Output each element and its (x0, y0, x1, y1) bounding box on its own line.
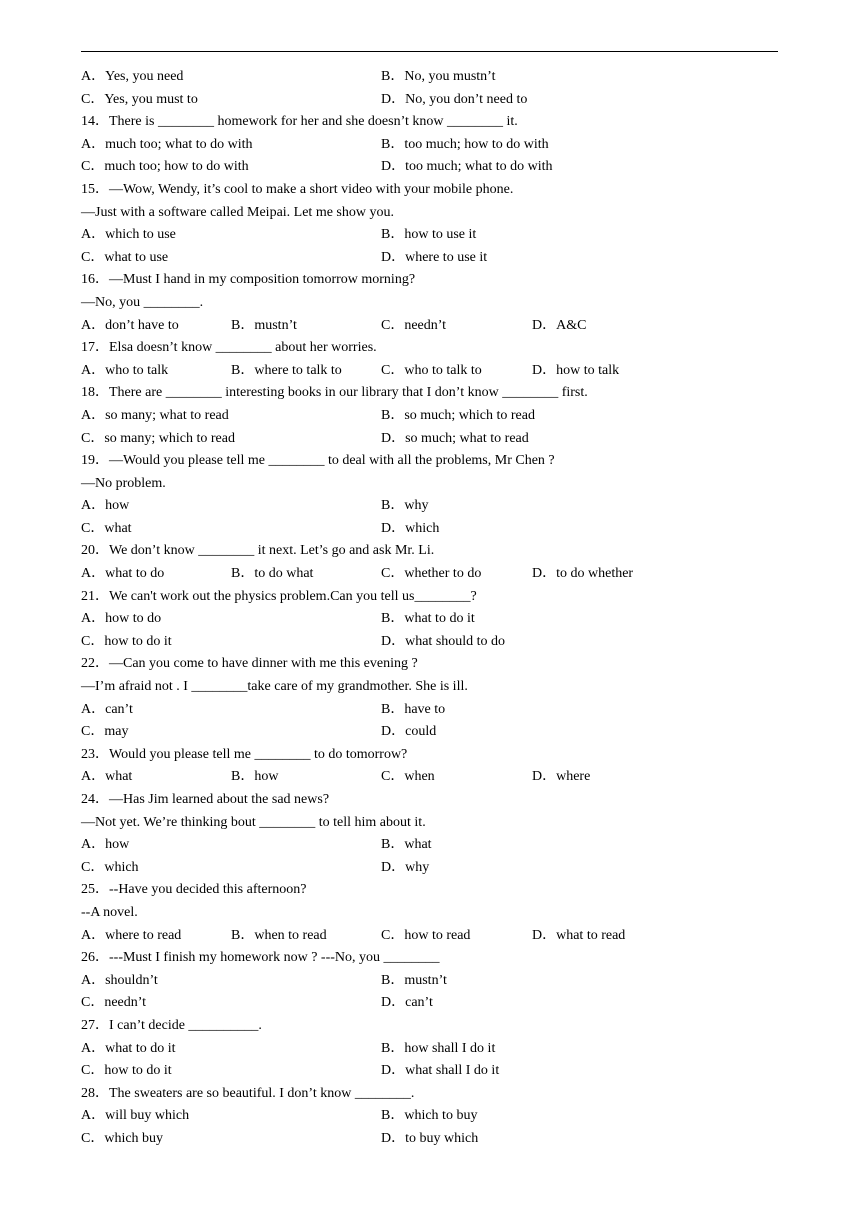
options-row (81, 518, 781, 541)
answer-option: D．A&C (532, 317, 587, 333)
answer-option: A．shouldn’t (81, 972, 158, 988)
answer-option: A．don’t have to (81, 317, 179, 333)
answer-option: A．much too; what to do with (81, 136, 253, 152)
question-text-line: 14．There is ________ homework for her and she doesn’t know ________ it. (81, 114, 518, 130)
options-row (81, 247, 781, 270)
answer-option: D．where (532, 769, 591, 785)
answer-option: A．how (81, 498, 130, 514)
question-text-line: 24．—Has Jim learned about the sad news? (81, 792, 330, 807)
answer-option: B．mustn’t (231, 317, 297, 333)
question-text-line: 21．We can't work out the physics problem.Can you tell us________? (81, 588, 477, 604)
answer-option: C．how to read (381, 927, 471, 943)
question-text-line: —Just with a software called Meipai. Let me show you. (81, 204, 394, 220)
question-text-line: 26．---Must I finish my homework now ? ---No, you ________ (81, 950, 440, 966)
options-row (81, 699, 781, 722)
question-text-line: 18．There are ________ interesting books in our library that I don’t know ________ first. (81, 385, 588, 401)
answer-option: B．mustn’t (381, 972, 447, 988)
answer-option: B．to do what (231, 566, 314, 582)
question-text-line: 19．—Would you please tell me ________ to deal with all the problems, Mr Chen ? (81, 453, 555, 469)
answer-option: C．may (81, 724, 129, 740)
options-row (81, 563, 781, 586)
question-text-line: 23．Would you please tell me ________ to do tomorrow? (81, 746, 408, 762)
answer-option: C．Yes, you must to (81, 91, 198, 107)
answer-option: A．how to do (81, 611, 162, 627)
options-row (81, 721, 781, 744)
options-row (81, 857, 781, 880)
answer-option: C．needn’t (81, 995, 147, 1011)
answer-option: C．when (381, 769, 435, 785)
answer-option: A．can’t (81, 701, 133, 717)
question-text-line: —I’m afraid not . I ________take care of my grandmother. She is ill. (81, 679, 468, 695)
answer-option: A．Yes, you need (81, 69, 184, 84)
answer-option: D．how to talk (532, 362, 620, 378)
options-row (81, 970, 781, 993)
answer-option: A．what to do (81, 566, 165, 582)
answer-option: A．which to use (81, 227, 176, 243)
answer-option: C．so many; which to read (81, 430, 235, 446)
question-text-line: 22．—Can you come to have dinner with me this evening ? (81, 656, 418, 672)
question-text-line: 27．I can’t decide __________. (81, 1017, 262, 1033)
answer-option: D．No, you don’t need to (381, 91, 528, 107)
answer-option: B．how shall I do it (381, 1040, 496, 1056)
answer-option: C．much too; how to do with (81, 159, 249, 175)
answer-option: B．No, you mustn’t (381, 69, 496, 84)
options-row (81, 315, 781, 338)
question-text-line: --A novel. (81, 904, 138, 920)
answer-option: D．what shall I do it (381, 1063, 500, 1079)
answer-option: D．so much; what to read (381, 430, 529, 446)
answer-option: A．how (81, 837, 130, 853)
header-rule (81, 51, 778, 52)
question-text-line: —No, you ________. (81, 294, 204, 310)
options-row (81, 405, 781, 428)
question-text-line: —No problem. (81, 475, 166, 491)
answer-option: D．which (381, 520, 440, 536)
answer-option: B．so much; which to read (381, 407, 535, 423)
options-row (81, 608, 781, 631)
question-text-line: —Not yet. We’re thinking bout ________ to tell him about it. (81, 814, 426, 830)
answer-option: B．how (231, 769, 279, 785)
question-list (81, 66, 781, 1151)
answer-option: B．what to do it (381, 611, 475, 627)
answer-option: B．when to read (231, 927, 327, 943)
options-row (81, 1060, 781, 1083)
answer-option: A．where to read (81, 927, 182, 943)
answer-option: A．what to do it (81, 1040, 176, 1056)
answer-option: D．to do whether (532, 566, 634, 582)
answer-option: D．what should to do (381, 633, 506, 649)
answer-option: A．so many; what to read (81, 407, 229, 423)
options-row (81, 156, 781, 179)
answer-option: D．to buy which (381, 1130, 479, 1146)
answer-option: C．needn’t (381, 317, 447, 333)
answer-option: D．could (381, 724, 437, 740)
options-row (81, 360, 781, 383)
answer-option: D．what to read (532, 927, 626, 943)
answer-option: A．what (81, 769, 133, 785)
answer-option: A．will buy which (81, 1108, 190, 1124)
answer-option: B．why (381, 498, 429, 514)
answer-option: D．too much; what to do with (381, 159, 553, 175)
options-row (81, 428, 781, 451)
answer-option: C．whether to do (381, 566, 482, 582)
answer-option: B．how to use it (381, 227, 477, 243)
answer-option: D．where to use it (381, 249, 488, 265)
answer-option: B．where to talk to (231, 362, 342, 378)
answer-option: B．which to buy (381, 1108, 478, 1124)
question-text-line: 28．The sweaters are so beautiful. I don’t know ________. (81, 1085, 415, 1101)
question-text-line: 15．—Wow, Wendy, it’s cool to make a short video with your mobile phone. (81, 181, 514, 197)
answer-option: B．too much; how to do with (381, 136, 549, 152)
options-row (81, 1105, 781, 1128)
question-text-line: 25．--Have you decided this afternoon? (81, 882, 307, 898)
options-row (81, 1128, 781, 1151)
question-text-line: 16．—Must I hand in my composition tomorrow morning? (81, 272, 416, 288)
options-row (81, 134, 781, 157)
options-row (81, 224, 781, 247)
options-row (81, 1038, 781, 1061)
question-text-line: 20．We don’t know ________ it next. Let’s go and ask Mr. Li. (81, 543, 435, 559)
answer-option: D．why (381, 859, 430, 875)
options-row (81, 631, 781, 654)
answer-option: A．who to talk (81, 362, 169, 378)
answer-option: C．who to talk to (381, 362, 482, 378)
options-row (81, 766, 781, 789)
answer-option: C．what (81, 520, 132, 536)
answer-option: C．how to do it (81, 1063, 172, 1079)
question-text-line: 17．Elsa doesn’t know ________ about her worries. (81, 340, 377, 356)
options-row (81, 495, 781, 518)
options-row (81, 834, 781, 857)
options-row (81, 992, 781, 1015)
options-row (81, 89, 781, 112)
answer-option: C．how to do it (81, 633, 172, 649)
answer-option: B．have to (381, 701, 446, 717)
options-row (81, 66, 781, 89)
answer-option: D．can’t (381, 995, 433, 1011)
answer-option: B．what (381, 837, 432, 853)
options-row (81, 925, 781, 948)
answer-option: C．which (81, 859, 139, 875)
answer-option: C．which buy (81, 1130, 164, 1146)
answer-option: C．what to use (81, 249, 169, 265)
